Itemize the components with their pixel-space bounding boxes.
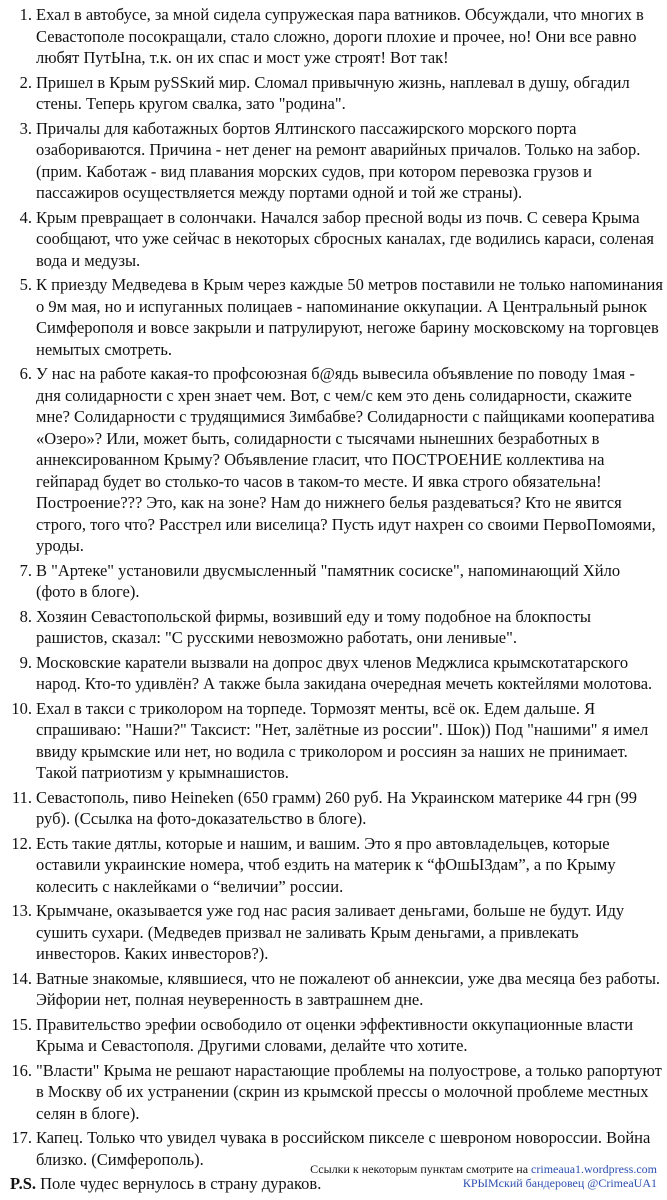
item-text: Ехал в автобусе, за мной сидела супружеская пара ватников. Обсуждали, что многих в Севастополе посокращали, стало сложно, дороги плохие и прочее, но! Они все равно любят ПутЫна, т.к. он их спас и мост уже строят! Вот так! (36, 5, 644, 67)
list-item (6, 900, 663, 965)
list-item (6, 4, 663, 69)
list-item (6, 1014, 663, 1057)
item-number: 15. (11, 1014, 32, 1034)
item-number: 13. (11, 901, 32, 920)
item-text: Севастополь, пиво Heineken (650 грамм) 260 руб. На Украинском материке 44 грн (99 руб). (Ссылка на фото-доказательство в блоге). (36, 787, 638, 828)
list-item (6, 606, 663, 649)
item-text: Ватные знакомые, клявшиеся, что не пожалеют об аннексии, уже два месяца без работы. Эйфории нет, полная неуверенность в завтрашнем дне. (36, 968, 661, 1009)
item-text: Пришел в Крым руSSкий мир. Сломал привычную жизнь, наплевал в душу, обгадил стены. Теперь кругом свалка, зато "родина". (36, 72, 630, 113)
list-item (6, 207, 663, 272)
item-text: Крым превращает в солончаки. Начался забор пресной воды из почв. С севера Крыма сообщают, что уже сейчас в некоторых сбросных каналах, где водились караси, соленая вода и медузы. (36, 207, 655, 270)
item-text: Московские каратели вызвали на допрос двух членов Меджлиса крымскотатарского народ. Кто-то удивлён? А также была закидана очередная мечеть коктейлями молотова. (36, 652, 653, 693)
item-number: 14. (11, 968, 32, 988)
list-item (6, 274, 663, 360)
document-body (6, 4, 663, 1195)
item-text: Ехал в такси с триколором на торпеде. Тормозят менты, всё ок. Едем дальше. Я спрашиваю: "Наши?" Таксист: "Нет, залётные из россии". Шок)) Под "нашими" я имел ввиду крымские или нет, но водила с триколором и россиян за наших не принимает. Такой патриотизм у крымнашистов. (36, 698, 649, 782)
item-number: 9. (19, 652, 32, 672)
item-text: Правительство эрефии освободило от оценки эффективности оккупационные власти Крыма и Севастополя. Другими словами, делайте что хотите. (36, 1014, 634, 1055)
list-item (6, 787, 663, 830)
item-text: К приезду Медведева в Крым через каждые 50 метров поставили не только напоминания о 9м мая, но и испуганных полицаев - напоминание оккупации. А Центральный рынок Симферополя и вовсе закрыли и патрулируют, негоже барину московскому на торговцев немытых смотреть. (36, 275, 663, 359)
list-item (6, 363, 663, 557)
item-number: 5. (19, 275, 32, 294)
list-item (6, 72, 663, 115)
item-number: 7. (19, 560, 32, 580)
item-text: Крымчане, оказывается уже год нас расия заливает деньгами, больше не будут. Иду сушить сухари. (Медведев призвал не заливать Крым деньгами, а привлекать инвесторов. Каких инвесторов?). (36, 901, 625, 963)
numbered-list (6, 4, 663, 1170)
item-number: 2. (19, 72, 32, 92)
item-number: 12. (11, 833, 32, 853)
list-item (6, 833, 663, 898)
item-number: 6. (19, 364, 32, 383)
item-number: 11. (11, 787, 32, 807)
footer-links-line (310, 1162, 657, 1176)
list-item (6, 698, 663, 784)
author-signature[interactable]: КРЫМский бандеровец @CrimeaUA1 (462, 1176, 657, 1190)
item-text: Причалы для каботажных бортов Ялтинского пассажирского морского порта озабориваются. Причина - нет денег на ремонт аварийных причалов. Только на забор. (прим. Каботаж - вид плавания морских судов, при котором перевозка грузов и пассажиров осуществляется между портами одной и той же страны). (36, 118, 641, 202)
item-number: 3. (19, 118, 32, 138)
footer (310, 1162, 657, 1190)
footer-links-text: Ссылки к некоторым пунктам смотрите на (310, 1162, 532, 1176)
list-item (6, 968, 663, 1011)
list-item (6, 118, 663, 204)
item-number: 10. (11, 698, 32, 718)
item-number: 16. (11, 1060, 32, 1080)
item-text: У нас на работе какая-то профсоюзная б@ядь вывесила объявление по поводу 1мая - дня солидарности с хрен знает чем. Вот, с чем/с кем это день солидарности, скажите мне? Солидарности с трудящимися Зимбабве? Солидарности с пайщиками кооператива «Озеро»? Или, может быть, солидарности с тысячами нынешних безработных в аннексированном Крыму? Объявление гласит, что ПОСТРОЕНИЕ коллектива на гейпарад будет во столько-то часов в таком-то месте. И явка строго обязательна! Построение??? Это, как на зоне? Нам до нижнего белья раздеваться? Кто не явится строго, того что? Расстрел или виселица? Пусть идут нахрен со своими ПервоПомоями, уроды. (36, 364, 656, 555)
item-number: 17. (11, 1128, 32, 1147)
item-text: Есть такие дятлы, которые и нашим, и вашим. Это я про автовладельцев, которые оставили украинские номера, чтоб ездить на материк к “фОшЫЗдам”, а по Крыму колесить с наклейками о “величии” россии. (36, 833, 616, 896)
item-text: Капец. Только что увидел чувака в российском пикселе с шевроном новороссии. Война близко. (Симферополь). (36, 1128, 651, 1169)
item-number: 4. (19, 207, 32, 227)
postscript-label: P.S. (10, 1174, 36, 1193)
postscript-text: Поле чудес вернулось в страну дураков. (40, 1174, 322, 1193)
item-number: 8. (19, 606, 32, 626)
item-text: "Власти" Крыма не решают нарастающие проблемы на полуострове, а только рапортуют в Москву об их устранении (скрин из крымской прессы о молочной проблеме местных селян в блоге). (36, 1060, 662, 1123)
item-text: Хозяин Севастопольской фирмы, возивший еду и тому подобное на блокпосты рашистов, сказал: "С русскими невозможно работать, они ленивые". (36, 606, 592, 647)
item-number: 1. (19, 5, 32, 24)
blog-link[interactable]: crimeaua1.wordpress.com (531, 1162, 657, 1176)
item-text: В "Артеке" установили двусмысленный "памятник сосиске", напоминающий Хйло (фото в блоге). (36, 560, 621, 601)
list-item (6, 652, 663, 695)
list-item (6, 1060, 663, 1125)
list-item (6, 560, 663, 603)
